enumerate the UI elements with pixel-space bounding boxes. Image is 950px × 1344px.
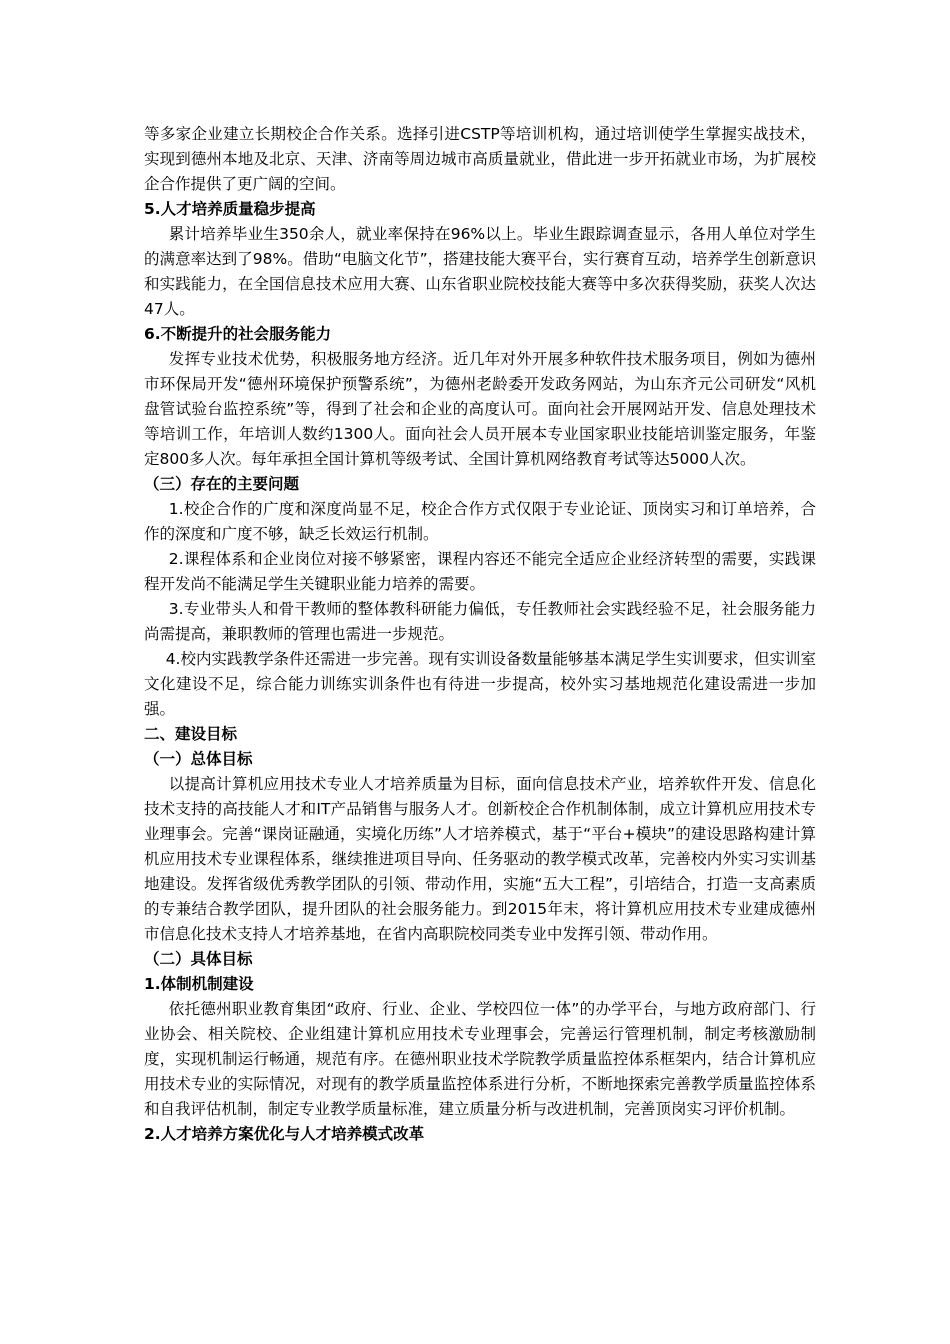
heading-talent-quality: 5.人才培养质量稳步提高 (144, 200, 316, 218)
heading-specific-goals: （二）具体目标 (144, 950, 253, 968)
paragraph-problem-4: 4.校内实践教学条件还需进一步完善。现有实训设备数量能够基本满足学生实训要求，但实训室文化建设不足，综合能力训练实训条件也有待进一步提高，校外实习基地规范化建设需进一步加强。 (144, 650, 816, 718)
paragraph-problem-1: 1.校企合作的广度和深度尚显不足，校企合作方式仅限于专业论证、顶岗实习和订单培养，合作的深度和广度不够，缺乏长效运行机制。 (144, 500, 816, 543)
paragraph-continuation: 等多家企业建立长期校企合作关系。选择引进CSTP等培训机构，通过培训使学生掌握实战技术，实现到德州本地及北京、天津、济南等周边城市高质量就业，借此进一步开拓就业市场，为扩展校企合作提供了更广阔的空间。 (144, 125, 816, 193)
paragraph-overall-goal: 以提高计算机应用技术专业人才培养质量为目标，面向信息技术产业，培养软件开发、信息化技术支持的高技能人才和IT产品销售与服务人才。创新校企合作机制体制，成立计算机应用技术专业理事会。完善“课岗证融通，实境化历练”人才培养模式，基于“平台+模块”的建设思路构建计算机应用技术专业课程体系，继续推进项目导向、任务驱动的教学模式改革，完善校内外实习实训基地建设。发挥省级优秀教学团队的引领、带动作用，实施“五大工程”，引培结合，打造一支高素质的专兼结合教学团队，提升团队的社会服务能力。到2015年末，将计算机应用技术专业建成德州市信息化技术支持人才培养基地，在省内高职院校同类专业中发挥引领、带动作用。 (144, 775, 816, 943)
paragraph-problem-3: 3.专业带头人和骨干教师的整体教科研能力偏低，专任教师社会实践经验不足，社会服务能力尚需提高，兼职教师的管理也需进一步规范。 (144, 600, 816, 643)
heading-training-plan: 2.人才培养方案优化与人才培养模式改革 (144, 1125, 425, 1143)
heading-construction-goals: 二、建设目标 (144, 725, 238, 743)
heading-overall-goal: （一）总体目标 (144, 750, 253, 768)
paragraph-mechanism-building: 依托德州职业教育集团“政府、行业、企业、学校四位一体”的办学平台，与地方政府部门、行业协会、相关院校、企业组建计算机应用技术专业理事会，完善运行管理机制，制定考核激励制度，实现机制运行畅通，规范有序。在德州职业技术学院教学质量监控体系框架内，结合计算机应用技术专业的实际情况，对现有的教学质量监控体系进行分析，不断地探索完善教学质量监控体系和自我评估机制，制定专业教学质量标准，建立质量分析与改进机制，完善顶岗实习评价机制。 (144, 1000, 816, 1118)
paragraph-problem-2: 2.课程体系和企业岗位对接不够紧密，课程内容还不能完全适应企业经济转型的需要，实践课程开发尚不能满足学生关键职业能力培养的需要。 (144, 550, 816, 593)
document-page (144, 122, 816, 1147)
heading-social-service: 6.不断提升的社会服务能力 (144, 325, 332, 343)
heading-main-problems: （三）存在的主要问题 (144, 475, 300, 493)
paragraph-talent-quality: 累计培养毕业生350余人，就业率保持在96%以上。毕业生跟踪调查显示，各用人单位对学生的满意率达到了98%。借助“电脑文化节”，搭建技能大赛平台，实行赛育互动，培养学生创新意识和实践能力，在全国信息技术应用大赛、山东省职业院校技能大赛等中多次获得奖励，获奖人次达47人。 (144, 225, 816, 318)
paragraph-social-service: 发挥专业技术优势，积极服务地方经济。近几年对外开展多种软件技术服务项目，例如为德州市环保局开发“德州环境保护预警系统”，为德州老龄委开发政务网站，为山东齐元公司研发“风机盘管试验台监控系统”等，得到了社会和企业的高度认可。面向社会开展网站开发、信息处理技术等培训工作，年培训人数约1300人。面向社会人员开展本专业国家职业技能培训鉴定服务，年鉴定800多人次。每年承担全国计算机等级考试、全国计算机网络教育考试等达5000人次。 (144, 350, 816, 468)
heading-mechanism-building: 1.体制机制建设 (144, 975, 254, 993)
